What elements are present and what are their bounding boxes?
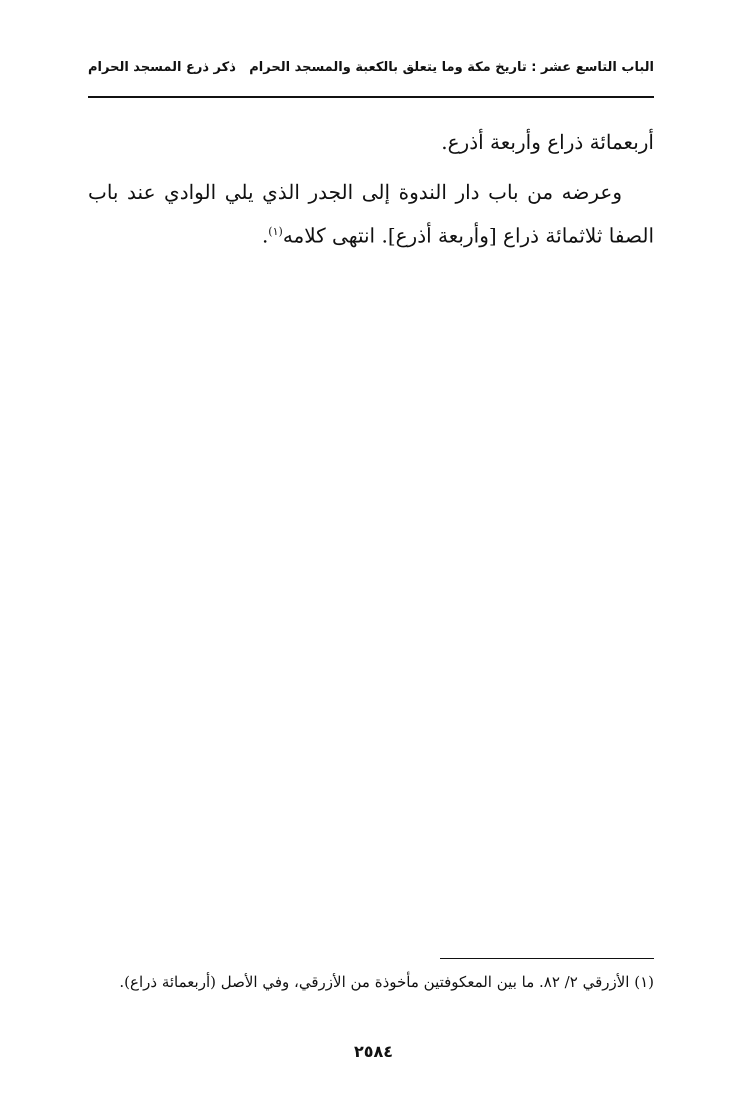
main-text (88, 122, 654, 256)
paragraph-2 (88, 172, 654, 256)
footnote-reference: (١) (268, 225, 283, 238)
footnote-divider (440, 958, 654, 959)
running-header (88, 60, 654, 86)
header-divider (88, 96, 654, 98)
paragraph-2-text: وعرضه من باب دار الندوة إلى الجدر الذي يلي الوادي عند باب الصفا ثلاثمائة ذراع [وأربعة أذرع]. انتهى كلامه (88, 180, 654, 248)
paragraph-1: أربعمائة ذراع وأربعة أذرع. (441, 130, 654, 154)
page-number: ٢٥٨٤ (353, 1042, 394, 1061)
paragraph-2-end: . (261, 223, 269, 248)
footnote: (١) الأزرقي ٢/ ٨٢. ما بين المعكوفتين مأخوذة من الأزرقي، وفي الأصل (أربعمائة ذراع). (119, 973, 654, 991)
chapter-title: الباب التاسع عشر : تاريخ مكة وما يتعلق بالكعبة والمسجد الحرام (249, 60, 654, 75)
section-title: ذكر ذرع المسجد الحرام (88, 60, 236, 75)
